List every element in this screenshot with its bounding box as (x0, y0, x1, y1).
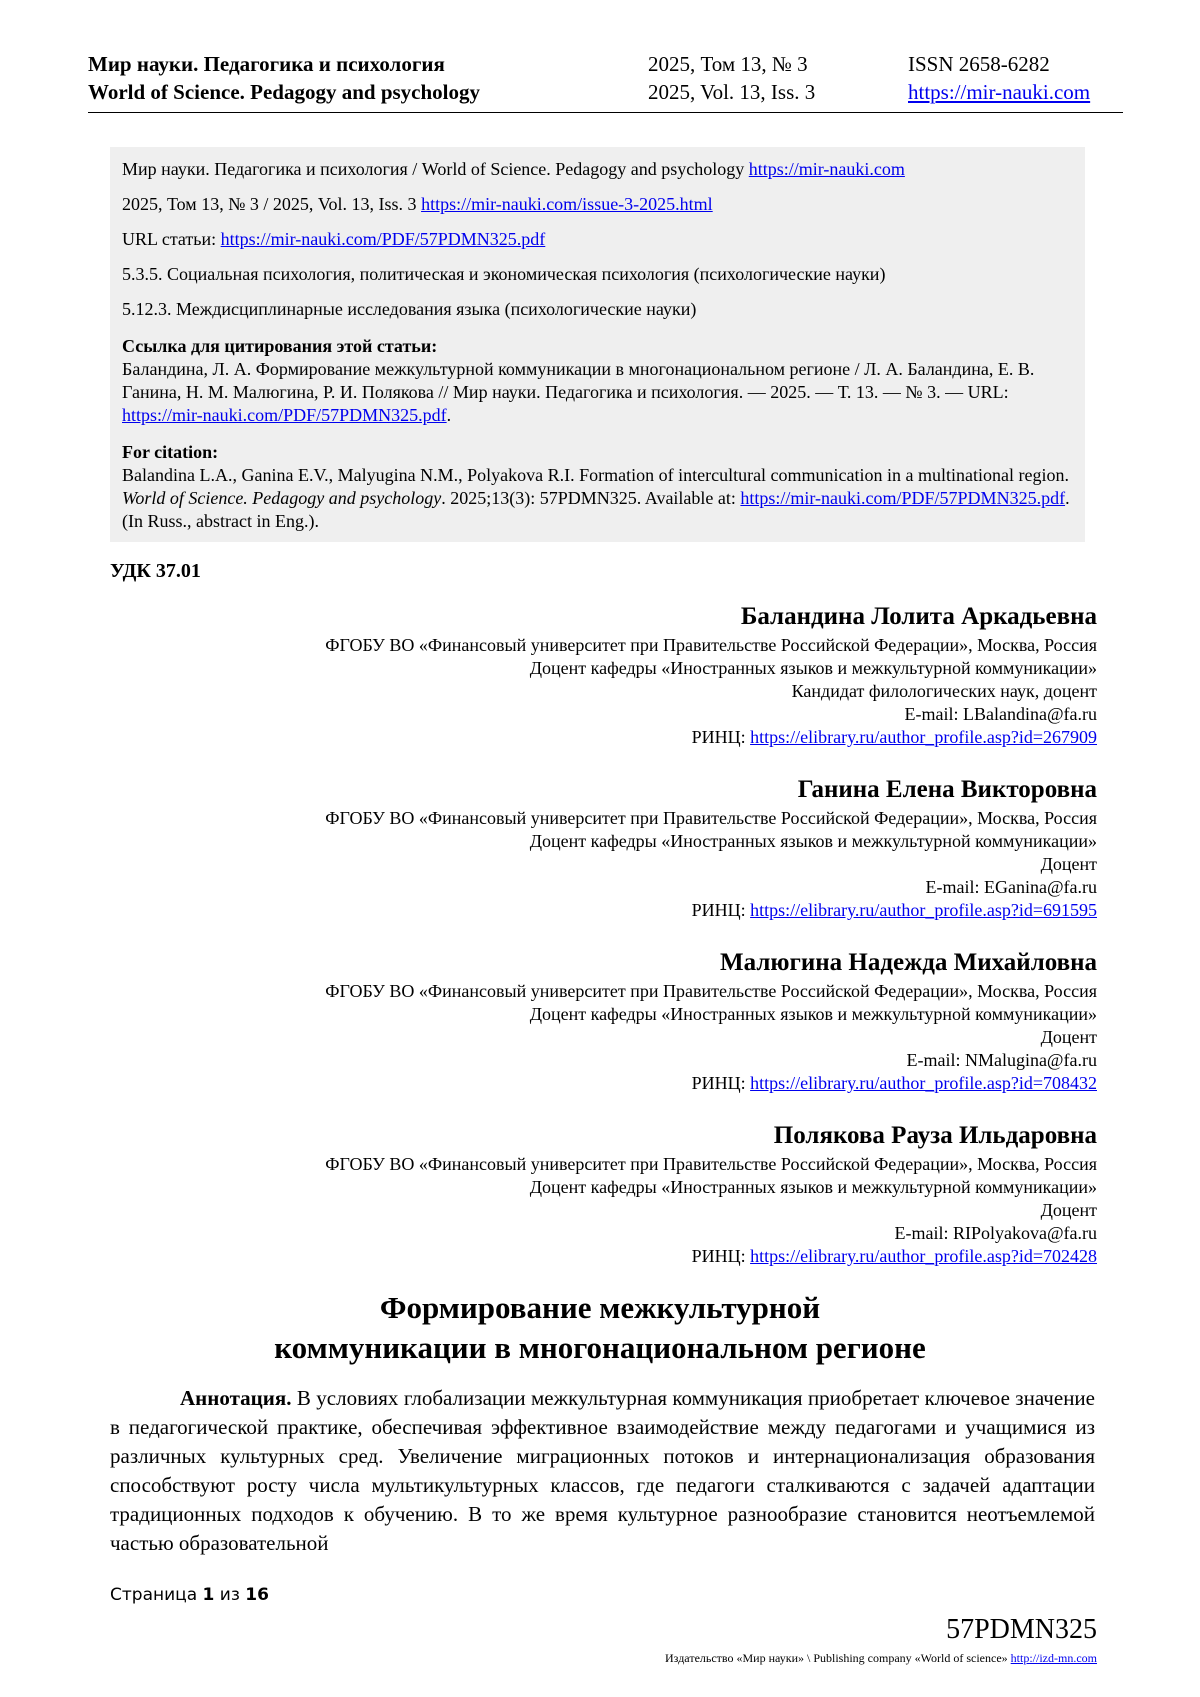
journal-link[interactable]: https://mir-nauki.com (748, 159, 905, 179)
article-pdf-link[interactable]: https://mir-nauki.com/PDF/57PDMN325.pdf (220, 229, 546, 249)
citation-ru: Ссылка для цитирования этой статьи: Баландина, Л. А. Формирование межкультурной коммуникации в многонациональном регионе / Л. А. Баландина, Е. В. Ганина, Н. М. Малюгина, Р. И. Полякова // Мир науки. Педагогика и психология. — 2025. — Т. 13. — № 3. — URL: https://mir-nauki.com/PDF/57PDMN325.pdf. (122, 336, 1035, 425)
rinc-link[interactable]: https://elibrary.ru/author_profile.asp?id=702428 (750, 1246, 1097, 1266)
journal-title: Мир науки. Педагогика и психология World of Science. Pedagogy and psychology (88, 52, 481, 104)
issue-link[interactable]: https://mir-nauki.com/issue-3-2025.html (421, 194, 713, 214)
issue-info: 2025, Том 13, № 3 2025, Vol. 13, Iss. 3 (648, 52, 816, 104)
issn-block: ISSN 2658-6282 https://mir-nauki.com (908, 52, 1091, 104)
citation-en-link[interactable]: https://mir-nauki.com/PDF/57PDMN325.pdf (740, 488, 1066, 508)
article-title: Формирование межкультурной коммуникации в многонациональном регионе (274, 1290, 926, 1365)
page-counter: Страница 1 из 16 (110, 1585, 269, 1605)
citation-en: For citation: Balandina L.A., Ganina E.V., Malyugina N.M., Polyakova R.I. Formation of intercultural communication in a multinational region. World of Science. Pedagogy and psychology. 2025;13(3): 57PDMN325. Available at: https://mir-nauki.com/PDF/57PDMN325.pdf. (In Russ., abstract in Eng.). (122, 442, 1070, 531)
rinc-link[interactable]: https://elibrary.ru/author_profile.asp?id=691595 (750, 900, 1097, 920)
abstract (110, 1384, 1095, 1558)
info-journal-line: Мир науки. Педагогика и психология / World of Science. Pedagogy and psychology https://mir-nauki.com (122, 159, 905, 179)
article-info-box (110, 147, 1085, 542)
author-name: Баландина Лолита Аркадьевна (740, 603, 1097, 630)
rinc-link[interactable]: https://elibrary.ru/author_profile.asp?id=708432 (750, 1073, 1097, 1093)
journal-header (88, 50, 1123, 113)
author-name: Малюгина Надежда Михайловна (720, 949, 1097, 976)
article-code: 57PDMN325 (946, 1614, 1097, 1645)
rinc-link[interactable]: https://elibrary.ru/author_profile.asp?id=267909 (750, 727, 1097, 747)
author-block: Малюгина Надежда Михайловна ФГОБУ ВО «Финансовый университет при Правительстве Российской Федерации», Москва, Россия Доцент кафедры «Иностранных языков и межкультурной коммуникации» Доцент E-mail: NMalugina@fa.ru РИНЦ: https://elibrary.ru/author_profile.asp?id=708432 (97, 946, 1097, 1095)
abstract-label: Аннотация. (180, 1386, 292, 1410)
udk-code: УДК 37.01 (110, 560, 201, 582)
info-url-line: URL статьи: https://mir-nauki.com/PDF/57PDMN325.pdf (122, 229, 546, 249)
abstract-text: В условиях глобализации межкультурная коммуникация приобретает ключевое значение в педагогической практике, обеспечивая эффективное взаимодействие между педагогами и учащимися из различных культурных сред. Увеличение миграционных потоков и интернационализация образования способствуют росту числа мультикультурных классов, где педагоги сталкиваются с задачей адаптации традиционных подходов к обучению. В то же время культурное разнообразие становится неотъемлемой частью образовательной (110, 1386, 1095, 1555)
publisher-link[interactable]: http://izd-mn.com (1010, 1651, 1097, 1665)
author-name: Ганина Елена Викторовна (797, 776, 1097, 803)
author-block: Ганина Елена Викторовна ФГОБУ ВО «Финансовый университет при Правительстве Российской Федерации», Москва, Россия Доцент кафедры «Иностранных языков и межкультурной коммуникации» Доцент E-mail: EGanina@fa.ru РИНЦ: https://elibrary.ru/author_profile.asp?id=691595 (97, 773, 1097, 922)
author-block: Полякова Рауза Ильдаровна ФГОБУ ВО «Финансовый университет при Правительстве Российской Федерации», Москва, Россия Доцент кафедры «Иностранных языков и межкультурной коммуникации» Доцент E-mail: RIPolyakova@fa.ru РИНЦ: https://elibrary.ru/author_profile.asp?id=702428 (97, 1119, 1097, 1268)
info-specialty-2: 5.12.3. Междисциплинарные исследования языка (психологические науки) (122, 299, 697, 319)
info-issue-line: 2025, Том 13, № 3 / 2025, Vol. 13, Iss. 3 https://mir-nauki.com/issue-3-2025.html (122, 194, 713, 214)
citation-ru-link[interactable]: https://mir-nauki.com/PDF/57PDMN325.pdf (122, 405, 447, 425)
author-block: Баландина Лолита Аркадьевна ФГОБУ ВО «Финансовый университет при Правительстве Российской Федерации», Москва, Россия Доцент кафедры «Иностранных языков и межкультурной коммуникации» Кандидат филологических наук, доцент E-mail: LBalandina@fa.ru РИНЦ: https://elibrary.ru/author_profile.asp?id=267909 (97, 600, 1097, 749)
info-specialty-1: 5.3.5. Социальная психология, политическая и экономическая психология (психологические науки) (122, 264, 886, 284)
site-link[interactable]: https://mir-nauki.com (908, 80, 1091, 104)
publisher-line: Издательство «Мир науки» \ Publishing company «World of science» http://izd-mn.com (665, 1651, 1097, 1665)
author-name: Полякова Рауза Ильдаровна (773, 1122, 1097, 1149)
